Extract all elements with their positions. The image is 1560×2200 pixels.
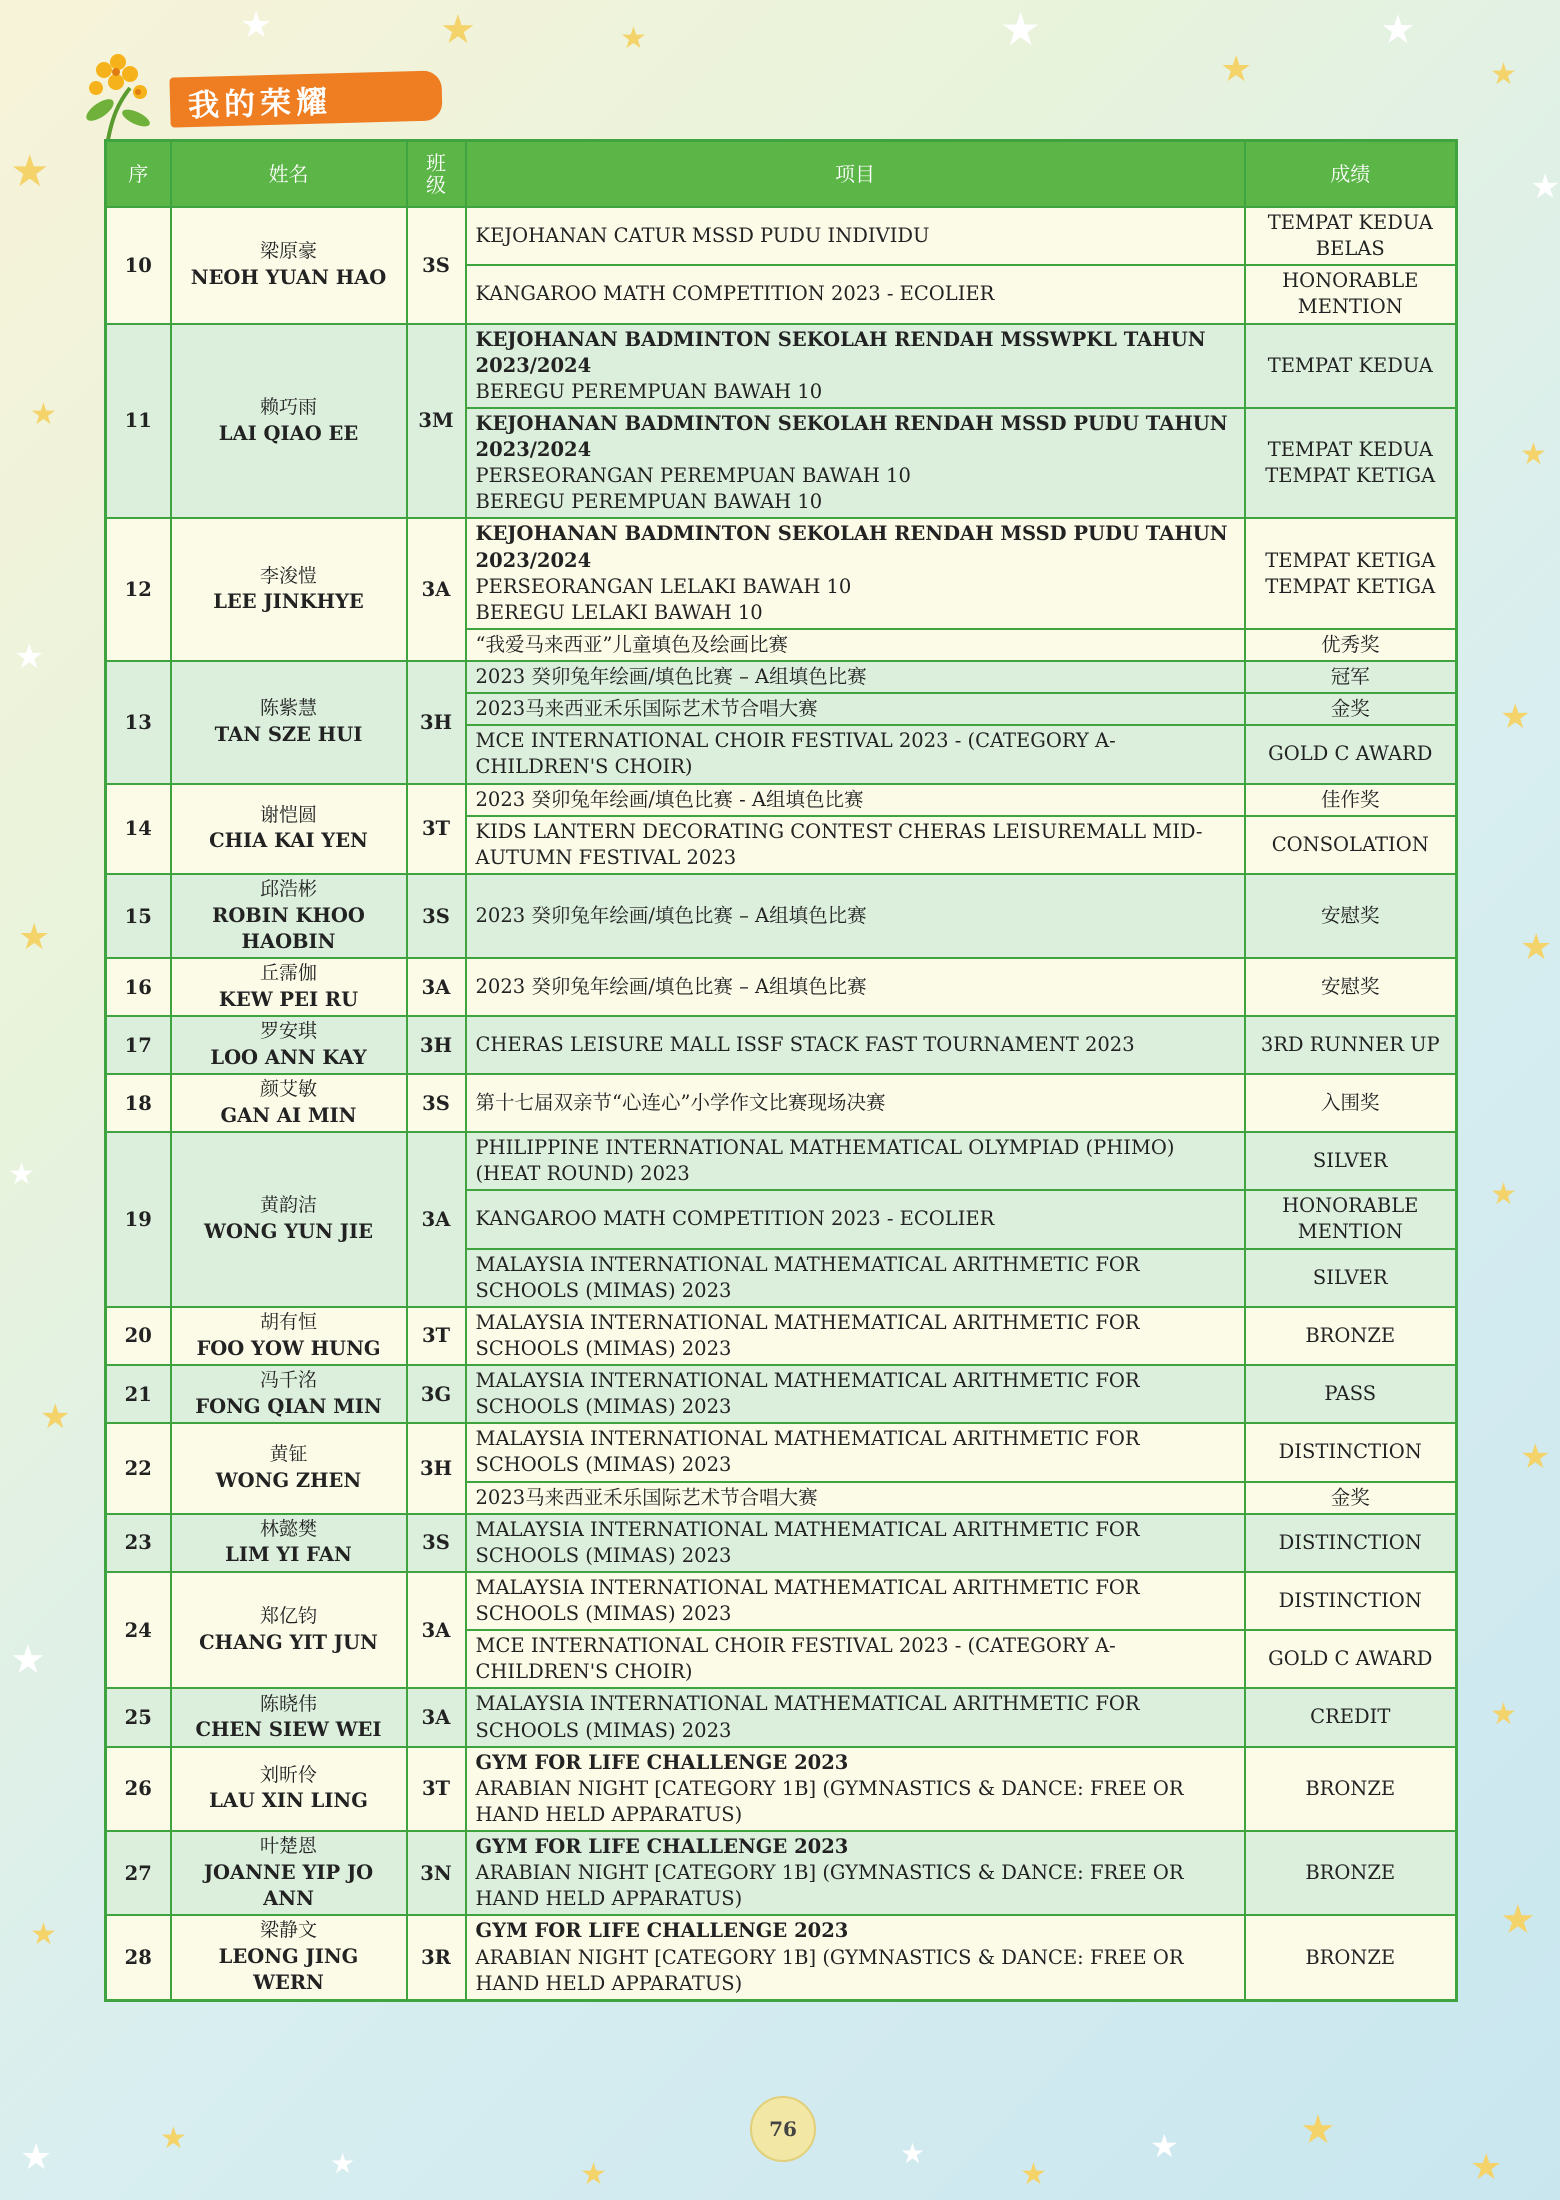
project-title: GYM FOR LIFE CHALLENGE 2023 (475, 1750, 849, 1774)
project-cell (466, 693, 1245, 725)
student-name (171, 958, 407, 1016)
result-cell (1245, 629, 1457, 661)
entry-number: 10 (106, 207, 171, 324)
project-cell (466, 1572, 1245, 1630)
project-line: MALAYSIA INTERNATIONAL MATHEMATICAL ARITHMETIC FOR SCHOOLS (MIMAS) 2023 (475, 1517, 1140, 1567)
section-title: 我的荣耀 (169, 70, 442, 127)
result-text: TEMPAT KEDUA BELAS (1267, 211, 1433, 261)
project-line: BEREGU PEREMPUAN BAWAH 10 (475, 490, 823, 514)
project-cell (466, 1074, 1245, 1132)
table-row (106, 1514, 1457, 1572)
student-class: 3H (407, 661, 466, 784)
result-cell (1245, 816, 1457, 874)
project-cell (466, 207, 1245, 265)
project-line: PHILIPPINE INTERNATIONAL MATHEMATICAL OLYMPIAD (PHIMO)(HEAT ROUND) 2023 (475, 1136, 1175, 1186)
project-line: MALAYSIA INTERNATIONAL MATHEMATICAL ARITHMETIC FOR SCHOOLS (MIMAS) 2023 (475, 1252, 1140, 1302)
project-cell (466, 661, 1245, 693)
student-name-en: ROBIN KHOO HAOBIN (212, 903, 365, 953)
star-icon: ★ (30, 1917, 57, 1952)
project-cell (466, 408, 1245, 519)
student-name-en: CHANG YIT JUN (199, 1630, 378, 1654)
star-icon: ★ (1220, 49, 1253, 90)
result-cell (1245, 725, 1457, 783)
student-class: 3T (407, 784, 466, 874)
result-cell (1245, 1630, 1457, 1688)
entry-number: 14 (106, 784, 171, 874)
star-icon: ★ (1500, 1897, 1536, 1943)
result-cell (1245, 1747, 1457, 1831)
project-cell (466, 324, 1245, 408)
student-name (171, 1365, 407, 1423)
table-row (106, 1074, 1457, 1132)
star-icon: ★ (30, 397, 57, 432)
project-cell (466, 1249, 1245, 1307)
project-line: “我爱马来西亚”儿童填色及绘画比赛 (475, 632, 788, 656)
project-cell (466, 1831, 1245, 1915)
entry-number: 26 (106, 1747, 171, 1831)
entry-number: 11 (106, 324, 171, 519)
student-name-zh: 刘昕伶 (259, 1763, 317, 1786)
project-line: ARABIAN NIGHT [CATEGORY 1B] (GYMNASTICS & DANCE: FREE OR HAND HELD APPARATUS) (475, 1776, 1184, 1826)
student-class: 3T (407, 1307, 466, 1365)
table-row (106, 1016, 1457, 1074)
star-icon: ★ (20, 2137, 53, 2178)
table-row (106, 324, 1457, 408)
entry-number: 23 (106, 1514, 171, 1572)
awards-table (104, 139, 1458, 2002)
table-row (106, 518, 1457, 629)
entry-number: 28 (106, 1915, 171, 2000)
result-text: 入围奖 (1320, 1090, 1380, 1114)
student-class: 3A (407, 518, 466, 661)
project-line: ARABIAN NIGHT [CATEGORY 1B] (GYMNASTICS & DANCE: FREE OR HAND HELD APPARATUS) (475, 1861, 1184, 1911)
student-name-en: CHEN SIEW WEI (195, 1718, 382, 1742)
star-icon: ★ (1490, 1697, 1517, 1732)
project-line: MCE INTERNATIONAL CHOIR FESTIVAL 2023 - (CATEGORY A- CHILDREN'S CHOIR) (475, 1634, 1116, 1684)
result-cell (1245, 324, 1457, 408)
project-cell (466, 784, 1245, 816)
student-class: 3G (407, 1365, 466, 1423)
result-text: SILVER (1312, 1265, 1388, 1289)
result-cell (1245, 1249, 1457, 1307)
student-name-en: TAN SZE HUI (214, 722, 363, 746)
result-cell (1245, 207, 1457, 265)
table-row (106, 661, 1457, 693)
result-cell (1245, 1915, 1457, 2000)
table-row (106, 1688, 1457, 1746)
project-title: GYM FOR LIFE CHALLENGE 2023 (475, 1919, 849, 1943)
student-name (171, 1016, 407, 1074)
star-icon: ★ (1470, 2147, 1503, 2188)
project-cell (466, 958, 1245, 1016)
project-cell (466, 1688, 1245, 1746)
project-line: KANGAROO MATH COMPETITION 2023 - ECOLIER (475, 1207, 995, 1231)
result-cell (1245, 1016, 1457, 1074)
project-line: MALAYSIA INTERNATIONAL MATHEMATICAL ARITHMETIC FOR SCHOOLS (MIMAS) 2023 (475, 1427, 1140, 1477)
student-name-en: LEE JINKHYE (213, 590, 364, 614)
project-line: MALAYSIA INTERNATIONAL MATHEMATICAL ARITHMETIC FOR SCHOOLS (MIMAS) 2023 (475, 1310, 1140, 1360)
star-icon: ★ (1300, 2107, 1336, 2153)
entry-number: 22 (106, 1423, 171, 1513)
project-line: 2023马来西亚禾乐国际艺术节合唱大赛 (475, 1485, 818, 1509)
result-text: 安慰奖 (1320, 975, 1380, 999)
table-row (106, 784, 1457, 816)
table-row (106, 1423, 1457, 1481)
student-name (171, 1747, 407, 1831)
student-class: 3A (407, 1688, 466, 1746)
page-number: 76 (750, 2096, 816, 2162)
result-text: DISTINCTION (1278, 1440, 1422, 1464)
project-title: GYM FOR LIFE CHALLENGE 2023 (475, 1835, 849, 1858)
result-text: HONORABLE MENTION (1282, 269, 1419, 319)
result-text: TEMPAT KETIGA (1265, 548, 1436, 572)
table-row (106, 958, 1457, 1016)
star-icon: ★ (18, 917, 51, 958)
table-row (106, 1572, 1457, 1630)
student-class: 3R (407, 1915, 466, 2000)
entry-number: 16 (106, 958, 171, 1016)
student-name (171, 1132, 407, 1307)
col-header-name: 姓名 (171, 141, 407, 208)
star-icon: ★ (580, 2157, 607, 2192)
result-cell (1245, 1572, 1457, 1630)
student-name-zh: 冯千洺 (259, 1369, 317, 1392)
student-name-en: WONG ZHEN (215, 1469, 362, 1493)
entry-number: 20 (106, 1307, 171, 1365)
student-class: 3S (407, 1074, 466, 1132)
table-row (106, 207, 1457, 265)
col-header-result: 成绩 (1245, 141, 1457, 208)
student-class: 3A (407, 1572, 466, 1689)
star-icon: ★ (1000, 2, 1042, 56)
project-cell (466, 265, 1245, 323)
student-name-zh: 邱浩彬 (259, 877, 317, 900)
result-cell (1245, 1688, 1457, 1746)
student-name-zh: 陈晓伟 (259, 1692, 317, 1715)
result-cell (1245, 1074, 1457, 1132)
student-name (171, 1831, 407, 1915)
col-header-no: 序 (106, 141, 171, 208)
student-name-en: NEOH YUAN HAO (190, 265, 387, 289)
project-line: 2023马来西亚禾乐国际艺术节合唱大赛 (475, 697, 818, 721)
result-cell (1245, 1831, 1457, 1915)
project-line: MALAYSIA INTERNATIONAL MATHEMATICAL ARITHMETIC FOR SCHOOLS (MIMAS) 2023 (475, 1692, 1140, 1742)
table-row (106, 1831, 1457, 1915)
student-name-zh: 郑亿钧 (259, 1605, 317, 1628)
student-name-zh: 叶楚恩 (259, 1835, 317, 1858)
student-name-zh: 李浚愷 (259, 564, 317, 587)
star-icon: ★ (160, 2121, 187, 2156)
result-text: CREDIT (1310, 1705, 1391, 1729)
project-line: 第十七届双亲节“心连心”小学作文比赛现场决赛 (475, 1090, 886, 1114)
result-text: TEMPAT KEDUA (1267, 438, 1433, 461)
table-row (106, 1747, 1457, 1831)
table-header-row (106, 141, 1457, 208)
star-icon: ★ (10, 1637, 46, 1683)
student-name-en: JOANNE YIP JO ANN (203, 1860, 374, 1910)
student-class: 3S (407, 874, 466, 958)
entry-number: 24 (106, 1572, 171, 1689)
project-cell (466, 629, 1245, 661)
student-name-zh: 黄钲 (269, 1443, 308, 1466)
student-class: 3S (407, 207, 466, 324)
student-name-en: FONG QIAN MIN (195, 1394, 382, 1418)
project-line: BEREGU LELAKI BAWAH 10 (475, 600, 763, 624)
result-cell (1245, 1365, 1457, 1423)
student-name-en: WONG YUN JIE (204, 1220, 373, 1244)
project-title: KEJOHANAN BADMINTON SEKOLAH RENDAH MSSWPKL TAHUN 2023/2024 (475, 327, 1206, 377)
student-name (171, 518, 407, 661)
star-icon: ★ (620, 21, 647, 56)
result-text: DISTINCTION (1278, 1530, 1422, 1554)
student-name (171, 784, 407, 874)
section-header (78, 48, 398, 144)
result-text: 金奖 (1330, 697, 1370, 721)
student-class: 3H (407, 1423, 466, 1513)
project-cell (466, 1132, 1245, 1190)
project-cell (466, 1365, 1245, 1423)
star-icon: ★ (1500, 697, 1531, 737)
result-text: HONORABLE MENTION (1282, 1194, 1419, 1244)
project-line: KANGAROO MATH COMPETITION 2023 - ECOLIER (475, 282, 995, 306)
result-text: BRONZE (1305, 1776, 1396, 1800)
entry-number: 15 (106, 874, 171, 958)
result-text: GOLD C AWARD (1268, 1647, 1433, 1671)
result-text: TEMPAT KETIGA (1265, 464, 1436, 488)
table-row (106, 1132, 1457, 1190)
result-cell (1245, 1307, 1457, 1365)
star-icon: ★ (10, 146, 50, 197)
project-line: BEREGU PEREMPUAN BAWAH 10 (475, 379, 823, 403)
student-name-en: LAI QIAO EE (218, 421, 359, 445)
result-cell (1245, 1482, 1457, 1514)
star-icon: ★ (900, 2137, 926, 2170)
star-icon: ★ (40, 1397, 71, 1437)
project-cell (466, 1307, 1245, 1365)
result-cell (1245, 693, 1457, 725)
star-icon: ★ (1490, 57, 1517, 92)
table-row (106, 1915, 1457, 2000)
entry-number: 25 (106, 1688, 171, 1746)
table-row (106, 874, 1457, 958)
result-text: SILVER (1312, 1149, 1388, 1173)
result-text: 安慰奖 (1320, 903, 1380, 927)
result-text: PASS (1324, 1382, 1377, 1406)
student-name (171, 1514, 407, 1572)
result-cell (1245, 874, 1457, 958)
student-name-zh: 胡有恒 (259, 1310, 317, 1333)
student-class: 3N (407, 1831, 466, 1915)
star-icon: ★ (1520, 927, 1553, 968)
student-name-zh: 谢恺圆 (259, 803, 317, 826)
student-name-zh: 赖巧雨 (259, 395, 317, 418)
student-name (171, 1572, 407, 1689)
star-icon: ★ (1380, 7, 1416, 53)
project-line: CHERAS LEISURE MALL ISSF STACK FAST TOURNAMENT 2023 (475, 1033, 1135, 1056)
entry-number: 13 (106, 661, 171, 784)
student-name-en: LIM YI FAN (225, 1543, 352, 1567)
result-text: 冠军 (1330, 665, 1370, 688)
result-text: BRONZE (1305, 1323, 1396, 1347)
star-icon: ★ (440, 7, 476, 53)
star-icon: ★ (1520, 437, 1547, 472)
student-name-en: GAN AI MIN (220, 1103, 357, 1127)
student-class: 3T (407, 1747, 466, 1831)
student-name (171, 324, 407, 519)
student-name-zh: 罗安琪 (259, 1020, 317, 1043)
project-line: KEJOHANAN CATUR MSSD PUDU INDIVIDU (475, 224, 930, 248)
star-icon: ★ (14, 637, 45, 677)
student-name-en: LEONG JING WERN (218, 1945, 359, 1995)
project-cell (466, 874, 1245, 958)
result-text: GOLD C AWARD (1268, 742, 1433, 766)
student-name (171, 1074, 407, 1132)
project-cell (466, 1915, 1245, 2000)
result-cell (1245, 661, 1457, 693)
student-name-zh: 梁原豪 (259, 240, 317, 263)
project-line: ARABIAN NIGHT [CATEGORY 1B] (GYMNASTICS & DANCE: FREE OR HAND HELD APPARATUS) (475, 1945, 1184, 1995)
student-class: 3A (407, 1132, 466, 1307)
project-line: 2023 癸卯兔年绘画/填色比赛 – A组填色比赛 (475, 665, 867, 688)
entry-number: 17 (106, 1016, 171, 1074)
project-cell (466, 1514, 1245, 1572)
result-cell (1245, 1190, 1457, 1248)
project-line: 2023 癸卯兔年绘画/填色比赛 - A组填色比赛 (475, 787, 864, 811)
student-class: 3S (407, 1514, 466, 1572)
result-text: 金奖 (1330, 1485, 1370, 1509)
entry-number: 21 (106, 1365, 171, 1423)
student-name-zh: 林懿樊 (259, 1517, 317, 1540)
student-name-zh: 梁静文 (259, 1919, 317, 1942)
project-line: 2023 癸卯兔年绘画/填色比赛 – A组填色比赛 (475, 975, 867, 999)
result-text: TEMPAT KEDUA (1267, 353, 1433, 377)
project-line: KIDS LANTERN DECORATING CONTEST CHERAS LEISUREMALL MID-AUTUMN FESTIVAL 2023 (475, 819, 1203, 869)
student-name-zh: 丘霈伽 (259, 962, 317, 985)
project-cell (466, 1747, 1245, 1831)
student-name (171, 1915, 407, 2000)
project-line: PERSEORANGAN LELAKI BAWAH 10 (475, 574, 852, 598)
student-class: 3H (407, 1016, 466, 1074)
table-row (106, 1365, 1457, 1423)
result-cell (1245, 784, 1457, 816)
col-header-project: 项目 (466, 141, 1245, 208)
student-name (171, 207, 407, 324)
star-icon: ★ (8, 1157, 35, 1192)
result-text: DISTINCTION (1278, 1588, 1422, 1612)
result-text: 佳作奖 (1320, 787, 1380, 811)
result-text: TEMPAT KETIGA (1265, 574, 1436, 598)
student-class: 3M (407, 324, 466, 519)
project-cell (466, 518, 1245, 629)
student-name-en: FOO YOW HUNG (196, 1336, 381, 1360)
project-line: MALAYSIA INTERNATIONAL MATHEMATICAL ARITHMETIC FOR SCHOOLS (MIMAS) 2023 (475, 1369, 1140, 1419)
project-cell (466, 725, 1245, 783)
project-title: KEJOHANAN BADMINTON SEKOLAH RENDAH MSSD PUDU TAHUN 2023/2024 (475, 411, 1228, 461)
star-icon: ★ (240, 5, 273, 46)
result-text: 3RD RUNNER UP (1260, 1033, 1440, 1056)
project-cell (466, 816, 1245, 874)
star-icon: ★ (1490, 1177, 1517, 1212)
student-name-zh: 颜艾敏 (259, 1078, 317, 1101)
star-icon: ★ (1520, 1437, 1551, 1477)
entry-number: 18 (106, 1074, 171, 1132)
result-text: BRONZE (1305, 1861, 1396, 1885)
result-cell (1245, 408, 1457, 519)
result-cell (1245, 958, 1457, 1016)
project-line: MCE INTERNATIONAL CHOIR FESTIVAL 2023 - (CATEGORY A- CHILDREN'S CHOIR) (475, 729, 1116, 779)
entry-number: 12 (106, 518, 171, 661)
project-line: MALAYSIA INTERNATIONAL MATHEMATICAL ARITHMETIC FOR SCHOOLS (MIMAS) 2023 (475, 1575, 1140, 1625)
project-line: 2023 癸卯兔年绘画/填色比赛 – A组填色比赛 (475, 903, 867, 927)
student-name (171, 874, 407, 958)
star-icon: ★ (1530, 167, 1560, 207)
project-line: PERSEORANGAN PEREMPUAN BAWAH 10 (475, 464, 911, 488)
result-cell (1245, 265, 1457, 323)
result-cell (1245, 1132, 1457, 1190)
result-cell (1245, 1423, 1457, 1481)
table-row (106, 1307, 1457, 1365)
student-name (171, 1423, 407, 1513)
project-cell (466, 1016, 1245, 1074)
project-title: KEJOHANAN BADMINTON SEKOLAH RENDAH MSSD PUDU TAHUN 2023/2024 (475, 522, 1228, 572)
star-icon: ★ (1020, 2157, 1047, 2192)
star-icon: ★ (1150, 2127, 1179, 2165)
star-icon: ★ (330, 2147, 356, 2180)
result-cell (1245, 518, 1457, 629)
student-class: 3A (407, 958, 466, 1016)
result-text: 优秀奖 (1320, 632, 1380, 656)
project-cell (466, 1423, 1245, 1481)
student-name-en: KEW PEI RU (218, 987, 359, 1011)
result-cell (1245, 1514, 1457, 1572)
student-name (171, 1307, 407, 1365)
student-name (171, 661, 407, 784)
result-text: CONSOLATION (1271, 832, 1429, 856)
result-text: BRONZE (1305, 1945, 1396, 1969)
student-name-zh: 陈紫慧 (259, 697, 317, 720)
student-name-en: LOO ANN KAY (210, 1045, 367, 1069)
project-cell (466, 1630, 1245, 1688)
student-name-zh: 黄韵洁 (259, 1194, 317, 1217)
col-header-class (407, 141, 466, 208)
student-name (171, 1688, 407, 1746)
entry-number: 19 (106, 1132, 171, 1307)
entry-number: 27 (106, 1831, 171, 1915)
project-cell (466, 1190, 1245, 1248)
student-name-en: CHIA KAI YEN (209, 829, 368, 853)
col-header-class-text: 班级 (426, 150, 446, 197)
project-cell (466, 1482, 1245, 1514)
student-name-en: LAU XIN LING (209, 1789, 368, 1813)
